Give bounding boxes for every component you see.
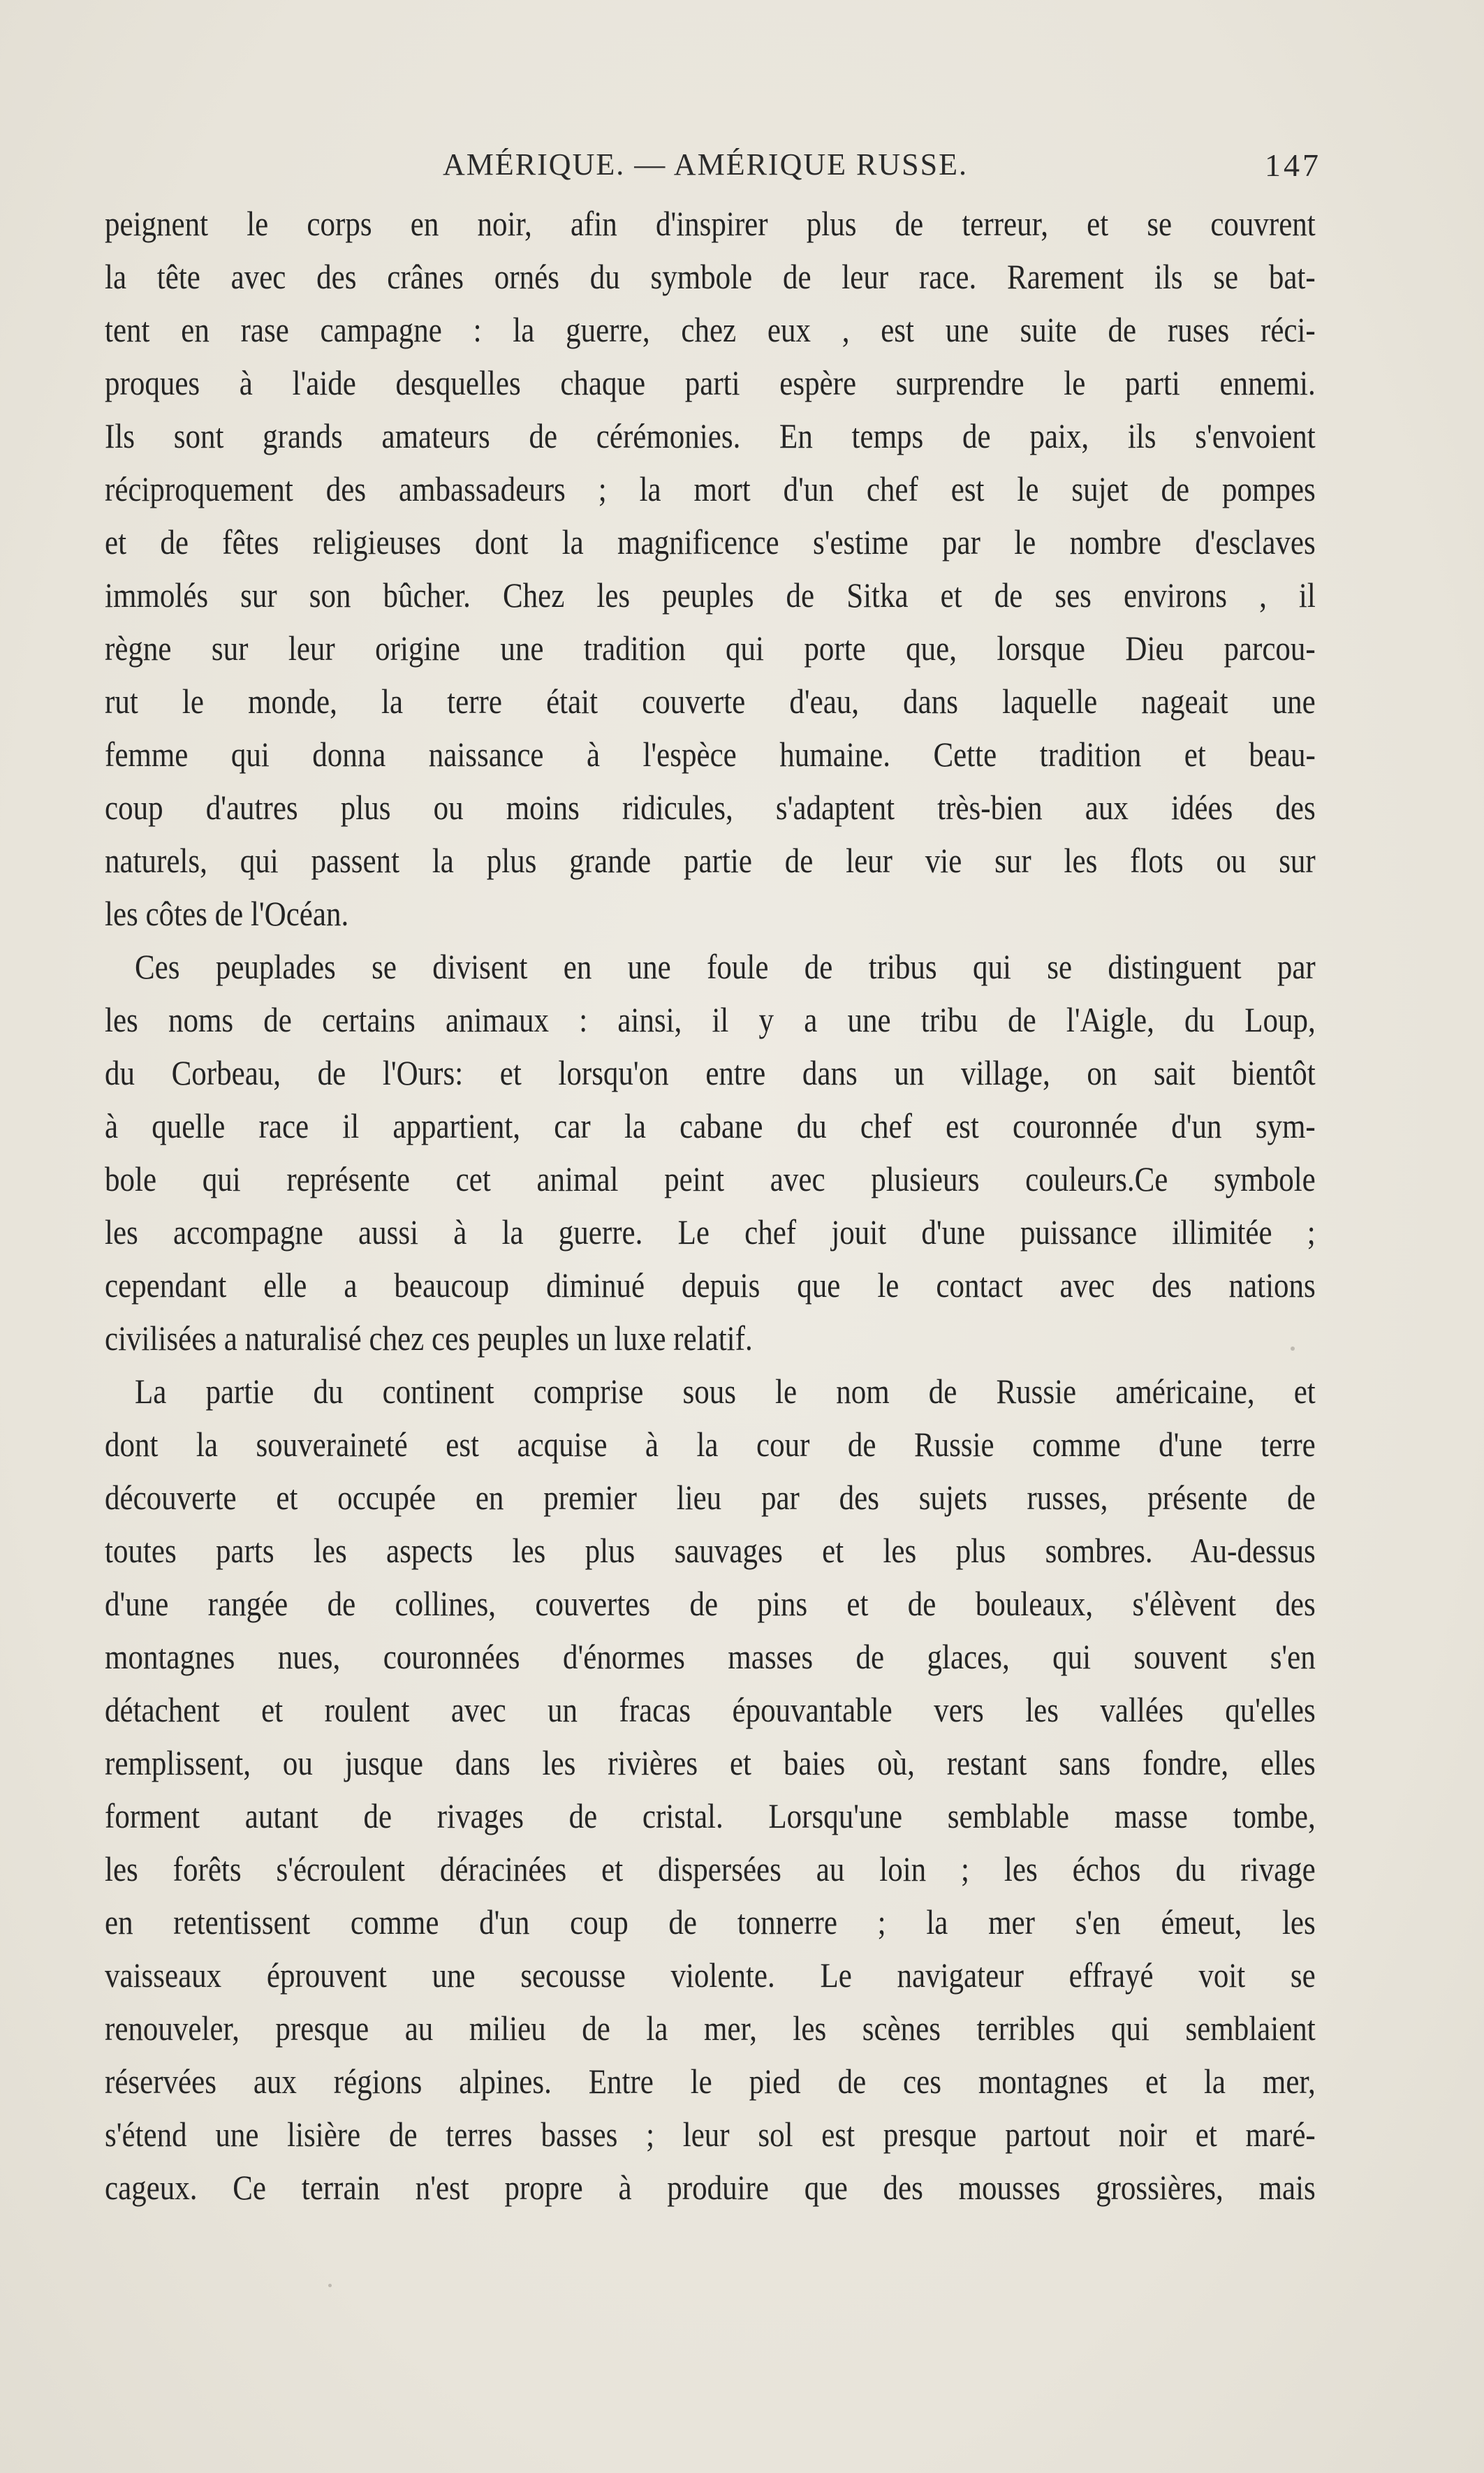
text-line: les forêts s'écroulent déracinées et dispersées au loin ; les échos du rivage xyxy=(105,1849,1316,1888)
text-line: coup d'autres plus ou moins ridicules, s'adaptent très-bien aux idées des xyxy=(105,788,1316,827)
text-line: cageux. Ce terrain n'est propre à produire que des mousses grossières, mais xyxy=(105,2168,1316,2207)
text-line: Ces peuplades se divisent en une foule de tribus qui se distinguent par xyxy=(135,947,1316,986)
body-text xyxy=(105,197,1316,2214)
text-line: règne sur leur origine une tradition qui porte que, lorsque Dieu parcou- xyxy=(105,629,1316,668)
paragraph-1 xyxy=(105,197,1316,940)
text-line: réciproquement des ambassadeurs ; la mort d'un chef est le sujet de pompes xyxy=(105,469,1316,508)
text-line: toutes parts les aspects les plus sauvages et les plus sombres. Au-dessus xyxy=(105,1531,1316,1570)
text-line: bole qui représente cet animal peint avec plusieurs couleurs.Ce symbole xyxy=(105,1159,1316,1198)
text-line: montagnes nues, couronnées d'énormes masses de glaces, qui souvent s'en xyxy=(105,1637,1316,1676)
running-header xyxy=(98,147,1321,189)
text-line: Ils sont grands amateurs de cérémonies. En temps de paix, ils s'envoient xyxy=(105,416,1316,455)
text-line: La partie du continent comprise sous le nom de Russie américaine, et xyxy=(135,1372,1316,1411)
text-line: les côtes de l'Océan. xyxy=(105,894,349,933)
text-line: naturels, qui passent la plus grande partie de leur vie sur les flots ou sur xyxy=(105,841,1316,880)
text-line: et de fêtes religieuses dont la magnificence s'estime par le nombre d'esclaves xyxy=(105,522,1316,562)
text-line: détachent et roulent avec un fracas épouvantable vers les vallées qu'elles xyxy=(105,1690,1316,1729)
text-line: tent en rase campagne : la guerre, chez eux , est une suite de ruses réci- xyxy=(105,310,1316,349)
text-line: vaisseaux éprouvent une secousse violente. Le navigateur effrayé voit se xyxy=(105,1955,1316,1995)
running-title: AMÉRIQUE. — AMÉRIQUE RUSSE. xyxy=(443,147,968,182)
text-line: forment autant de rivages de cristal. Lorsqu'une semblable masse tombe, xyxy=(105,1796,1316,1835)
text-line: réservées aux régions alpines. Entre le pied de ces montagnes et la mer, xyxy=(105,2062,1316,2101)
text-line: à quelle race il appartient, car la cabane du chef est couronnée d'un sym- xyxy=(105,1106,1316,1145)
text-line: les accompagne aussi à la guerre. Le chef jouit d'une puissance illimitée ; xyxy=(105,1212,1316,1252)
text-line: proques à l'aide desquelles chaque parti espère surprendre le parti ennemi. xyxy=(105,363,1316,402)
text-line: peignent le corps en noir, afin d'inspirer plus de terreur, et se couvrent xyxy=(105,204,1316,243)
text-line: du Corbeau, de l'Ours: et lorsqu'on entre dans un village, on sait bientôt xyxy=(105,1053,1316,1092)
paragraph-3 xyxy=(105,1365,1316,2214)
text-line: femme qui donna naissance à l'espèce humaine. Cette tradition et beau- xyxy=(105,735,1316,774)
text-line: immolés sur son bûcher. Chez les peuples de Sitka et de ses environs , il xyxy=(105,575,1316,615)
text-line: les noms de certains animaux : ainsi, il y a une tribu de l'Aigle, du Loup, xyxy=(105,1000,1316,1039)
text-line: en retentissent comme d'un coup de tonnerre ; la mer s'en émeut, les xyxy=(105,1902,1316,1942)
text-line: remplissent, ou jusque dans les rivières et baies où, restant sans fondre, elles xyxy=(105,1743,1316,1782)
text-line: dont la souveraineté est acquise à la cour de Russie comme d'une terre xyxy=(105,1425,1316,1464)
text-line: s'étend une lisière de terres basses ; leur sol est presque partout noir et maré- xyxy=(105,2115,1316,2154)
text-line: la tête avec des crânes ornés du symbole de leur race. Rarement ils se bat- xyxy=(105,257,1316,296)
text-line: renouveler, presque au milieu de la mer, les scènes terribles qui semblaient xyxy=(105,2009,1316,2048)
text-line: d'une rangée de collines, couvertes de pins et de bouleaux, s'élèvent des xyxy=(105,1584,1316,1623)
page-number: 147 xyxy=(1265,147,1321,183)
text-line: civilisées a naturalisé chez ces peuples un luxe relatif. xyxy=(105,1319,753,1358)
text-line: découverte et occupée en premier lieu par des sujets russes, présente de xyxy=(105,1478,1316,1517)
paper-speck xyxy=(1291,1346,1295,1351)
paper-speck xyxy=(328,2284,332,2287)
text-line: cependant elle a beaucoup diminué depuis que le contact avec des nations xyxy=(105,1265,1316,1305)
text-line: rut le monde, la terre était couverte d'eau, dans laquelle nageait une xyxy=(105,682,1316,721)
paragraph-2 xyxy=(105,940,1316,1365)
